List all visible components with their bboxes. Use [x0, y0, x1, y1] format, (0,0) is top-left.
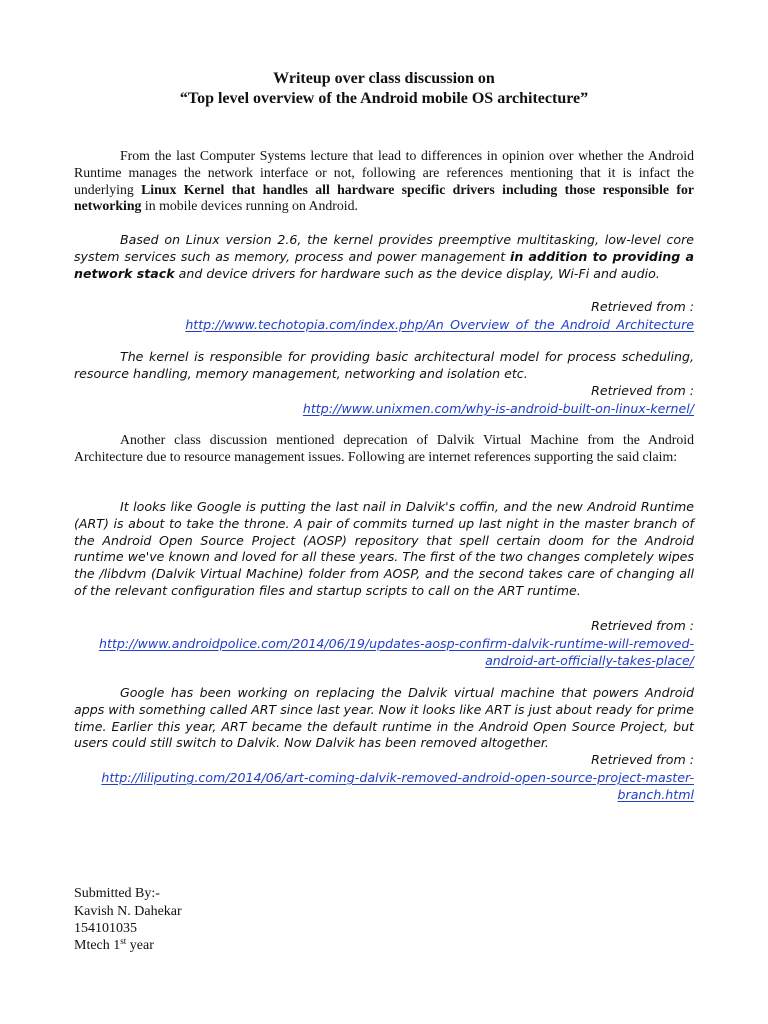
course-year	[74, 937, 154, 955]
title-line-2: “Top level overview of the Android mobile OS architecture”	[179, 90, 589, 107]
reference-link-liliputing-cont[interactable]: branch.html	[617, 787, 694, 802]
retrieved-from-label: Retrieved from :	[591, 383, 694, 398]
reference-link-row	[74, 786, 694, 803]
title-line-1: Writeup over class discussion on	[273, 70, 495, 87]
reference-link-row	[74, 769, 694, 786]
reference-link-row	[74, 400, 694, 417]
retrieved-from-label: Retrieved from :	[591, 752, 694, 767]
paragraph-linux-kernel	[74, 148, 694, 215]
reference-link-androidpolice[interactable]: http://www.androidpolice.com/2014/06/19/updates-aosp-confirm-dalvik-runtime-will-removed-	[99, 636, 694, 651]
reference-link-row	[74, 652, 694, 669]
reference-link-row	[74, 635, 694, 652]
paragraph-quote-liliputing: Google has been working on replacing the Dalvik virtual machine that powers Android apps with something called ART since last year. Now it looks like ART is just about ready for prime time. Earlier this year, ART became the default runtime in the Android Open Source Project, but users could still switch to Dalvik. Now Dalvik has been removed altogether.	[74, 685, 694, 751]
course-superscript: st	[120, 936, 127, 946]
reference-link-row	[74, 316, 694, 333]
paragraph-dalvik-discussion: Another class discussion mentioned deprecation of Dalvik Virtual Machine from the Android Architecture due to resource management issues. Following are internet references supporting the said claim:	[74, 432, 694, 464]
reference-link-liliputing[interactable]: http://liliputing.com/2014/06/art-coming-dalvik-removed-android-open-source-project-master-	[101, 770, 694, 785]
course-suffix: year	[126, 938, 154, 953]
paragraph-quote-unixmen: The kernel is responsible for providing basic architectural model for process scheduling, resource handling, memory management, networking and isolation etc.	[74, 349, 694, 381]
roll-number: 154101035	[74, 921, 137, 936]
paragraph-text: in mobile devices running on Android.	[141, 198, 358, 214]
paragraph-text: and device drivers for hardware such as the device display, Wi-Fi and audio.	[174, 265, 660, 281]
reference-link-techotopia[interactable]: http://www.techotopia.com/index.php/An_Overview_of_the_Android_Architecture	[185, 317, 694, 332]
retrieved-from-label: Retrieved from :	[591, 299, 694, 314]
paragraph-text: Based on Linux version 2.6, the kernel provides preemptive multitasking, low-level core system services such as memory, process and power management	[74, 232, 694, 264]
bold-text: Linux Kernel that handles all hardware specific drivers including those responsible for networking	[74, 181, 694, 214]
bold-text: in addition to providing a network stack	[74, 248, 694, 281]
reference-link-androidpolice-cont[interactable]: android-art-officially-takes-place/	[485, 653, 694, 668]
retrieved-from-label: Retrieved from :	[591, 618, 694, 633]
course-prefix: Mtech 1	[74, 938, 121, 953]
paragraph-quote-techotopia	[74, 232, 694, 282]
submitted-by-label: Submitted By:-	[74, 886, 160, 901]
author-name: Kavish N. Dahekar	[74, 904, 182, 919]
paragraph-quote-androidpolice: It looks like Google is putting the last nail in Dalvik's coffin, and the new Android Runtime (ART) is about to take the throne. A pair of commits turned up last night in the master branch of the Android Open Source Project (AOSP) repository that spell certain doom for the Android runtime we've known and loved for all these years. The first of the two changes completely wipes the /libdvm (Dalvik Virtual Machine) folder from AOSP, and the second takes care of changing all of the relevant configuration files and startup scripts to call on the ART runtime.	[74, 499, 694, 598]
reference-link-unixmen[interactable]: http://www.unixmen.com/why-is-android-built-on-linux-kernel/	[302, 401, 694, 416]
paragraph-text: From the last Computer Systems lecture that lead to differences in opinion over whether the Android Runtime manages the network interface or not, following are references mentioning that it is infact the underlying	[74, 148, 694, 197]
